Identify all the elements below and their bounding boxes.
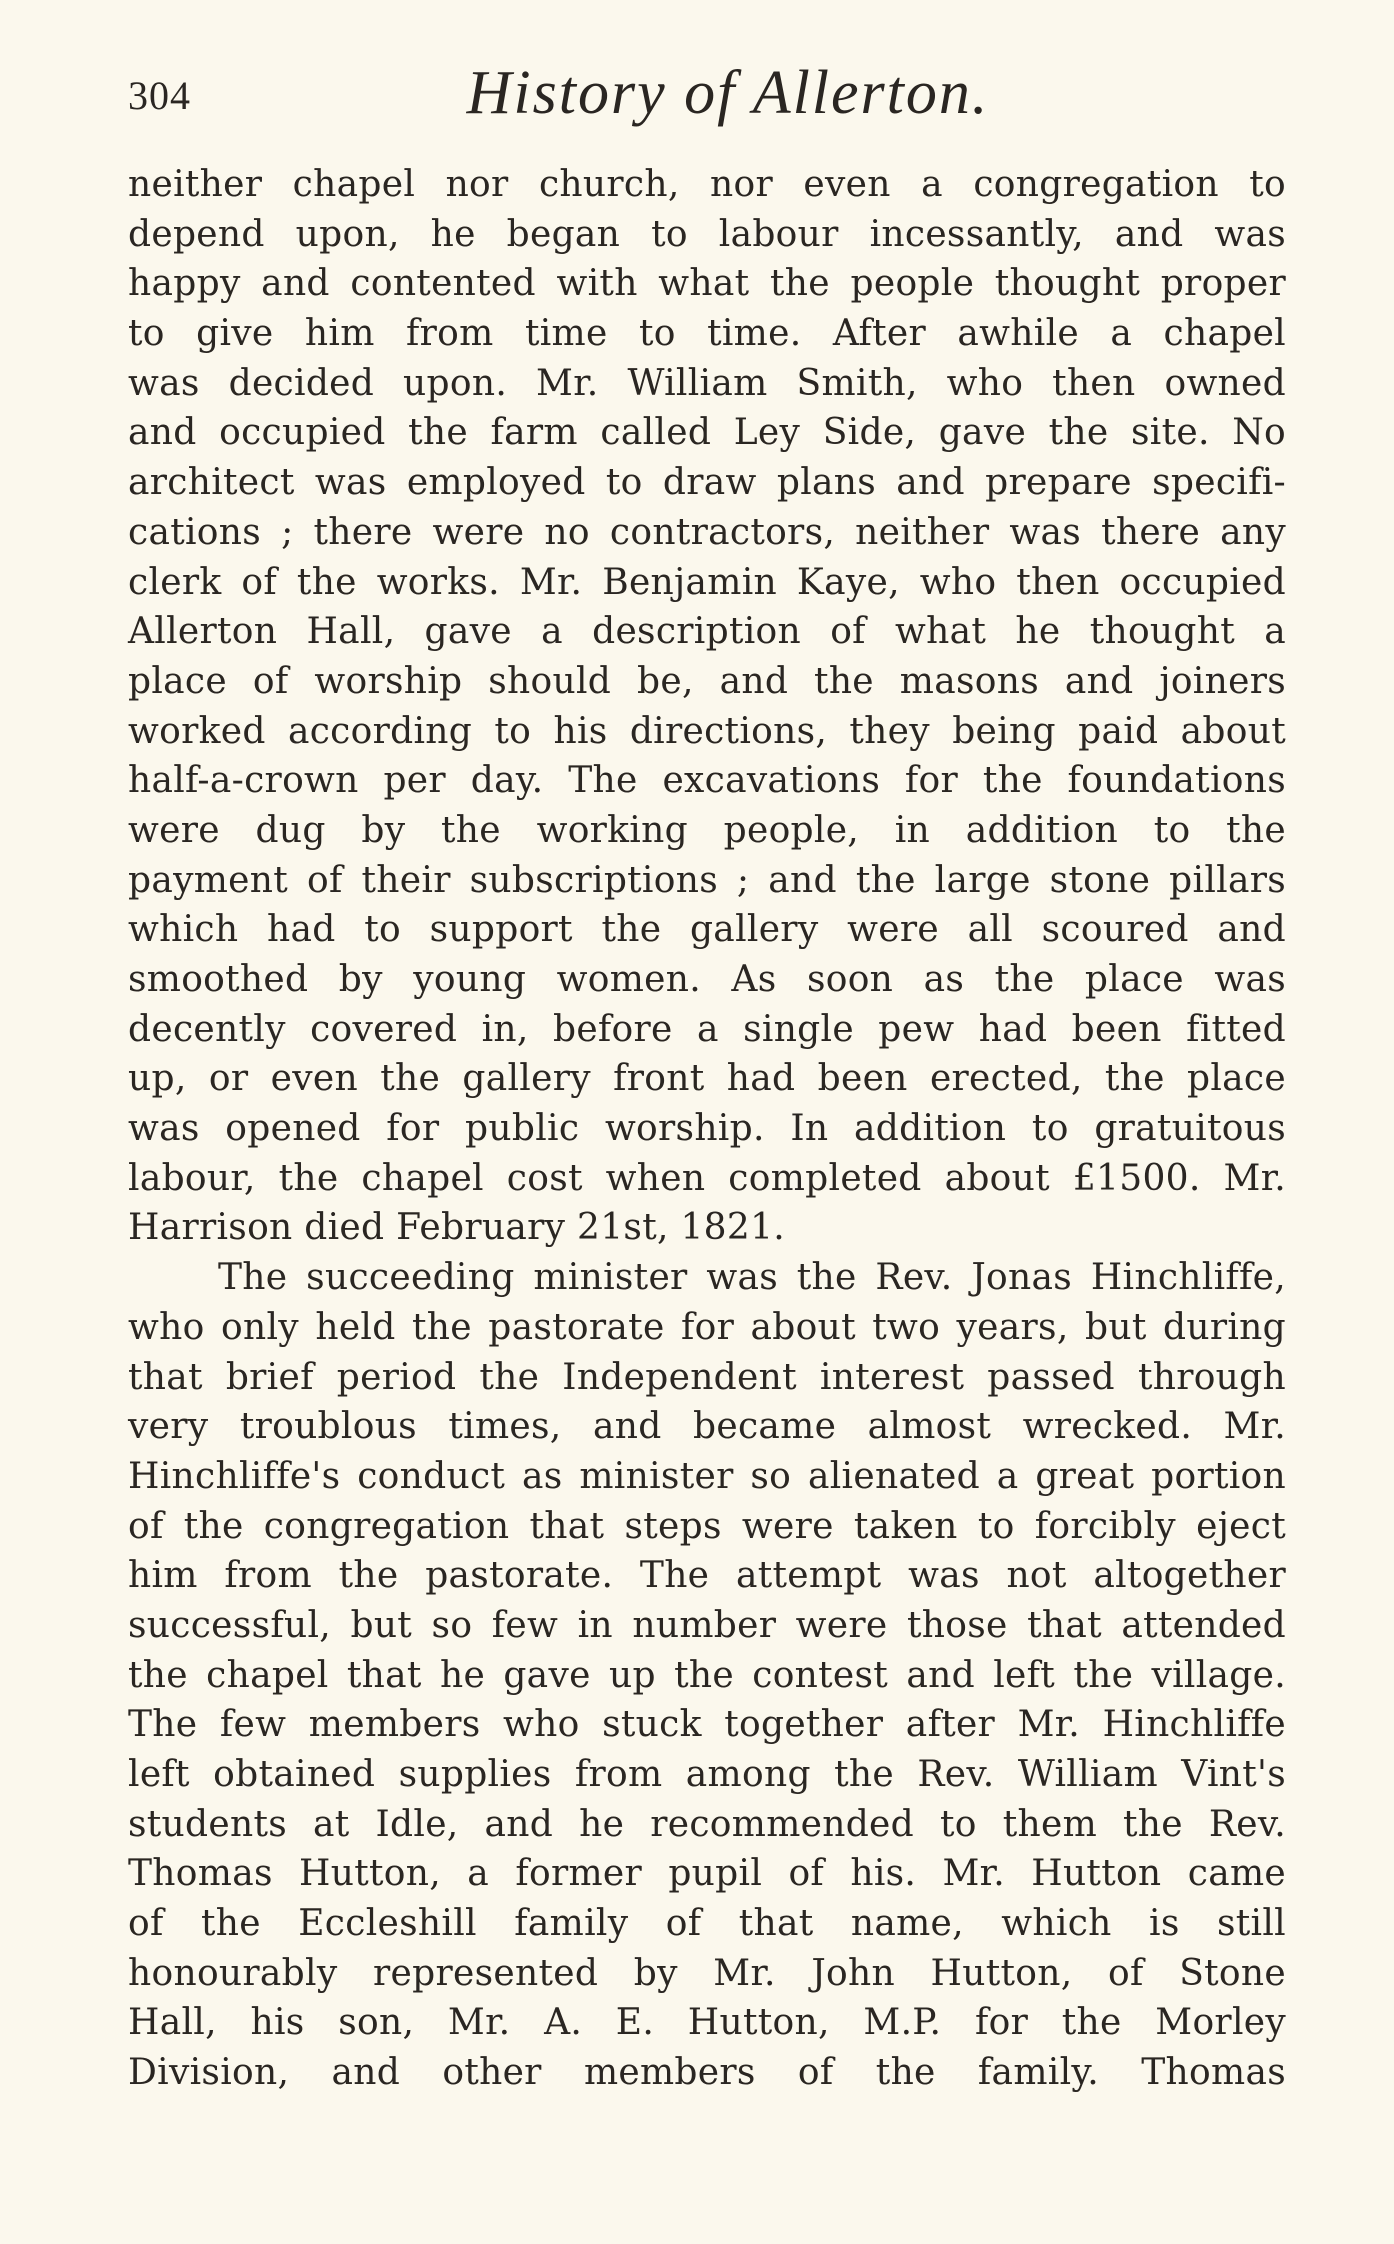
page-number: 304 bbox=[128, 73, 191, 118]
text-line: left obtained supplies from among the Rev. William Vint's bbox=[128, 1754, 1286, 1795]
text-line: was decided upon. Mr. William Smith, who then owned bbox=[128, 362, 1286, 404]
text-line: to give him from time to time. After awhile a chapel bbox=[128, 313, 1286, 355]
text-line: cations ; there were no contractors, neither was there any bbox=[128, 511, 1286, 553]
text-line: smoothed by young women. As soon as the place was bbox=[128, 959, 1286, 1000]
text-line: the chapel that he gave up the contest and left the village. bbox=[128, 1654, 1286, 1696]
text-line: who only held the pastorate for about two years, but during bbox=[128, 1306, 1286, 1348]
text-line: labour, the chapel cost when completed about £1500. Mr. bbox=[128, 1157, 1286, 1199]
text-line: successful, but so few in number were those that attended bbox=[128, 1604, 1286, 1646]
text-line: The few members who stuck together after Mr. Hinchliffe bbox=[128, 1704, 1286, 1746]
text-line: of the Eccleshill family of that name, which is still bbox=[128, 1903, 1286, 1945]
text-line: Allerton Hall, gave a description of what he thought a bbox=[128, 611, 1286, 653]
text-line: half-a-crown per day. The excavations for the foundations bbox=[128, 760, 1286, 802]
text-line: up, or even the gallery front had been erected, the place bbox=[128, 1058, 1286, 1100]
text-line: architect was employed to draw plans and prepare specifi- bbox=[128, 462, 1286, 504]
text-line-paragraph-start: The succeeding minister was the Rev. Jonas Hinchliffe, bbox=[218, 1257, 1286, 1299]
body-text bbox=[128, 160, 1286, 2098]
text-line: place of worship should be, and the masons and joiners bbox=[128, 660, 1286, 702]
text-line: which had to support the gallery were all scoured and bbox=[128, 909, 1286, 951]
text-line: students at Idle, and he recommended to them the Rev. bbox=[128, 1803, 1286, 1845]
running-title: History of Allerton. bbox=[466, 59, 990, 127]
running-head bbox=[128, 58, 1288, 148]
text-line: Hall, his son, Mr. A. E. Hutton, M.P. for the Morley bbox=[128, 2002, 1286, 2044]
text-line: him from the pastorate. The attempt was not altogether bbox=[128, 1555, 1286, 1597]
text-line: and occupied the farm called Ley Side, gave the site. No bbox=[128, 412, 1286, 454]
text-line: Division, and other members of the family. Thomas bbox=[128, 2052, 1286, 2094]
text-line: clerk of the works. Mr. Benjamin Kaye, who then occupied bbox=[128, 561, 1286, 603]
text-line: worked according to his directions, they being paid about bbox=[128, 710, 1286, 752]
text-line-paragraph-end: Harrison died February 21st, 1821. bbox=[128, 1207, 786, 1249]
text-line: happy and contented with what the people thought proper bbox=[128, 263, 1286, 305]
text-line: Hinchliffe's conduct as minister so alienated a great portion bbox=[128, 1455, 1286, 1497]
text-line: were dug by the working people, in addition to the bbox=[128, 809, 1286, 851]
text-line: that brief period the Independent interest passed through bbox=[128, 1356, 1286, 1398]
text-line: depend upon, he began to labour incessantly, and was bbox=[128, 213, 1286, 255]
text-line: Thomas Hutton, a former pupil of his. Mr. Hutton came bbox=[128, 1853, 1286, 1895]
text-line: honourably represented by Mr. John Hutton, of Stone bbox=[128, 1952, 1286, 1994]
text-line: of the congregation that steps were taken to forcibly eject bbox=[128, 1505, 1286, 1547]
text-line: very troublous times, and became almost wrecked. Mr. bbox=[128, 1406, 1286, 1448]
text-line: was opened for public worship. In addition to gratuitous bbox=[128, 1108, 1286, 1150]
text-line: payment of their subscriptions ; and the large stone pillars bbox=[128, 859, 1286, 901]
text-line: neither chapel nor church, nor even a congregation to bbox=[128, 164, 1286, 205]
text-line: decently covered in, before a single pew had been fitted bbox=[128, 1008, 1286, 1050]
